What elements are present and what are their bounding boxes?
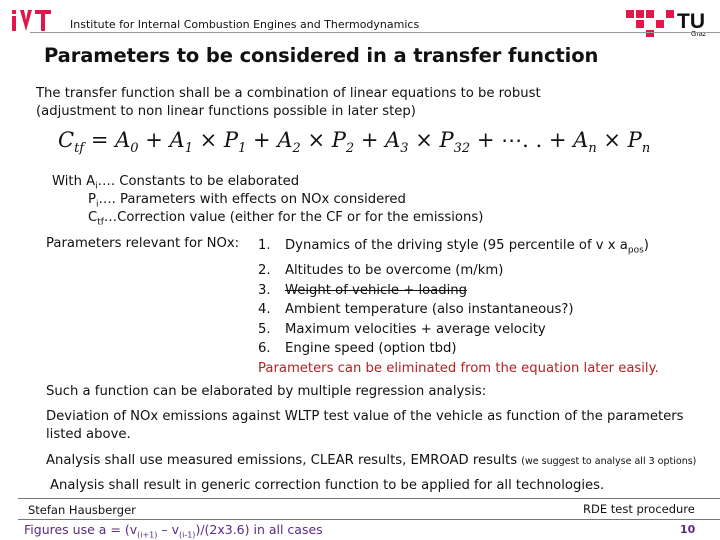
header-divider (30, 32, 720, 33)
params-note: Parameters can be eliminated from the equation later easily. (258, 360, 659, 376)
formula-term-2: $A_2 \times P_2$ (277, 128, 355, 157)
formula-ellipsis: ⋯. . (501, 128, 543, 152)
list-item: 6. Engine speed (option tbd) (258, 341, 457, 357)
definition-parameters: $P_i\dots$. Parameters with effects on NOx considered (88, 192, 406, 210)
list-item: 1. Dynamics of the driving style (95 percentile of v x $a_{pos}$) (258, 238, 649, 256)
formula-term-n: $A_n \times P_n$ (573, 128, 651, 157)
intro-line-2: (adjustment to non linear functions possible in later step) (36, 104, 416, 119)
formula-term-1: $A_1 \times P_1$ (169, 128, 247, 157)
list-item: 2. Altitudes to be overcome (m/km) (258, 263, 504, 279)
footer-author: Stefan Hausberger (28, 503, 136, 517)
params-label: Parameters relevant for NOx: (46, 236, 240, 251)
page-number: 10 (680, 523, 696, 536)
tu-logo-subtext: Graz (691, 31, 706, 38)
tu-logo-text: TU (677, 10, 705, 33)
definition-correction: $C_{tf}\dots Correction$ value (either for the CF or for the emissions) (88, 210, 484, 228)
list-item: 5. Maximum velocities + average velocity (258, 321, 546, 337)
formula-lhs: $C_{tf}$ (58, 128, 85, 157)
deviation-line-1: Deviation of NOx emissions against WLTP test value of the vehicle as function of the parameters (46, 409, 684, 424)
slide-title: Parameters to be considered in a transfer function (44, 44, 599, 67)
ivt-logo (10, 6, 68, 32)
formula-a0: $A_0$ (115, 128, 139, 157)
institute-name: Institute for Internal Combustion Engines and Thermodynamics (70, 18, 420, 31)
regression-text: Such a function can be elaborated by multiple regression analysis: (46, 384, 487, 399)
definition-constants: With $A_i\dots$. Constants to be elaborated (52, 174, 300, 192)
formula-term-3: $A_3 \times P_{32}$ (385, 128, 471, 157)
footer-figures-note: Figures use $a = (v_{(i+1)} - v_{(i-1)})/(2x3.6)$ in all cases (24, 522, 323, 540)
transfer-function-formula: $C_{tf} = A_0 + A_1 \times P_1 + A_2 \times P_2 + A_3 \times P_{32}$ + ⋯. . + $A_n \times P_n$ (58, 128, 651, 157)
nox-parameter-list (258, 236, 659, 378)
list-item: 4. Ambient temperature (also instantaneous?) (258, 302, 574, 318)
analysis-result: Analysis shall result in generic correction function to be applied for all technologies. (50, 478, 605, 493)
footer-divider-bottom (18, 519, 720, 520)
intro-line-1: The transfer function shall be a combination of linear equations to be robust (36, 86, 541, 101)
footer-topic: RDE test procedure (583, 502, 695, 516)
deviation-line-2: listed above. (46, 427, 131, 442)
list-item-struck: 3. Weight of vehicle + loading (258, 282, 468, 298)
analysis-sources: Analysis shall use measured emissions, CLEAR results, EMROAD results (we suggest to analyse all 3 options) (46, 453, 697, 468)
footer-divider-top (18, 498, 720, 499)
